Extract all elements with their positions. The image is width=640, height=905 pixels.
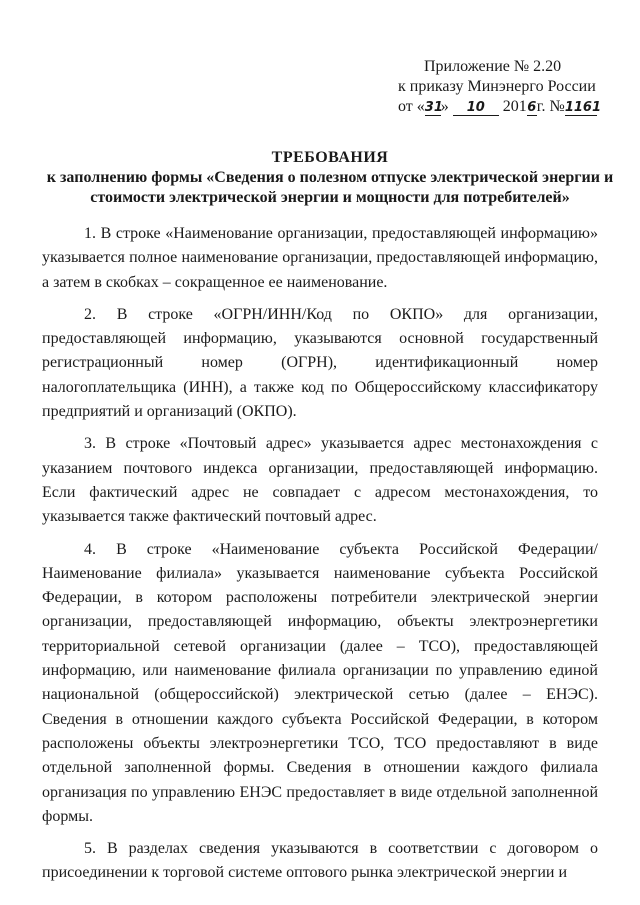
order-number-field (564, 99, 601, 116)
title-subheading: к заполнению формы «Сведения о полезном отпуске электрической энергии и стоимости электрической энергии и мощности для потребителей» (46, 169, 614, 206)
date-suffix: г. № (536, 98, 565, 115)
date-day-handwritten: 31 (424, 100, 443, 115)
appendix-header (398, 57, 618, 117)
appendix-number: Приложение № 2.20 (424, 58, 562, 75)
date-prefix: от « (398, 98, 425, 115)
appendix-order-reference: к приказу Минэнерго России (398, 78, 596, 95)
paragraph-4: 4. В строке «Наименование субъекта Российской Федерации/Наименование филиала» указывается наименование субъекта Российской Федерации, в котором расположены потребители электрической энергии организации, предоставляющей информацию, объекты электроэнергетики территориальной сетевой организации (далее – ТСО), предоставляющей информацию, или наименование филиала организации по управлению единой национальной (общероссийской) электрической сетью (далее – ЕНЭС). Сведения в отношении каждого субъекта Российской Федерации, в котором расположены объекты электроэнергетики ТСО, ТСО предоставляют в виде отдельной заполненной формы. Сведения в отношении каждого филиала организация по управлению ЕНЭС предоставляет в виде отдельной заполненной формы. (42, 540, 598, 825)
paragraph-1: 1. В строке «Наименование организации, предоставляющей информацию» указывается полное наименование организации, предоставляющей информацию, а затем в скобках – сокращенное ее наименование. (42, 225, 598, 291)
date-year-field (527, 99, 537, 116)
date-month-field (453, 99, 499, 116)
paragraph-5: 5. В разделах сведения указываются в соответствии с договором о присоединении к торговой системе оптового рынка электрической энергии и (42, 840, 598, 882)
date-mid: » (440, 98, 449, 115)
date-day-field (425, 99, 441, 116)
paragraph-3: 3. В строке «Почтовый адрес» указывается адрес местонахождения с указанием почтового индекса организации, предоставляющей информацию. Если фактический адрес не совпадает с адресом местонахождения, то указывается также фактический почтовый адрес. (42, 435, 598, 526)
order-number-handwritten: 1161 (564, 100, 601, 115)
document-title (40, 148, 620, 208)
paragraph-2: 2. В строке «ОГРН/ИНН/Код по ОКПО» для организации, предоставляющей информацию, указываются основной государственный регистрационный номер (ОГРН), идентификационный номер налогоплательщика (ИНН), а также код по Общероссийскому классификатору предприятий и организаций (ОКПО). (42, 305, 598, 421)
document-body (42, 222, 598, 886)
year-prefix: 201 (502, 98, 527, 115)
date-month-handwritten: 10 (466, 100, 485, 115)
title-heading: ТРЕБОВАНИЯ (271, 149, 389, 166)
date-year-handwritten: 6 (527, 100, 537, 115)
appendix-date-line (398, 97, 618, 117)
